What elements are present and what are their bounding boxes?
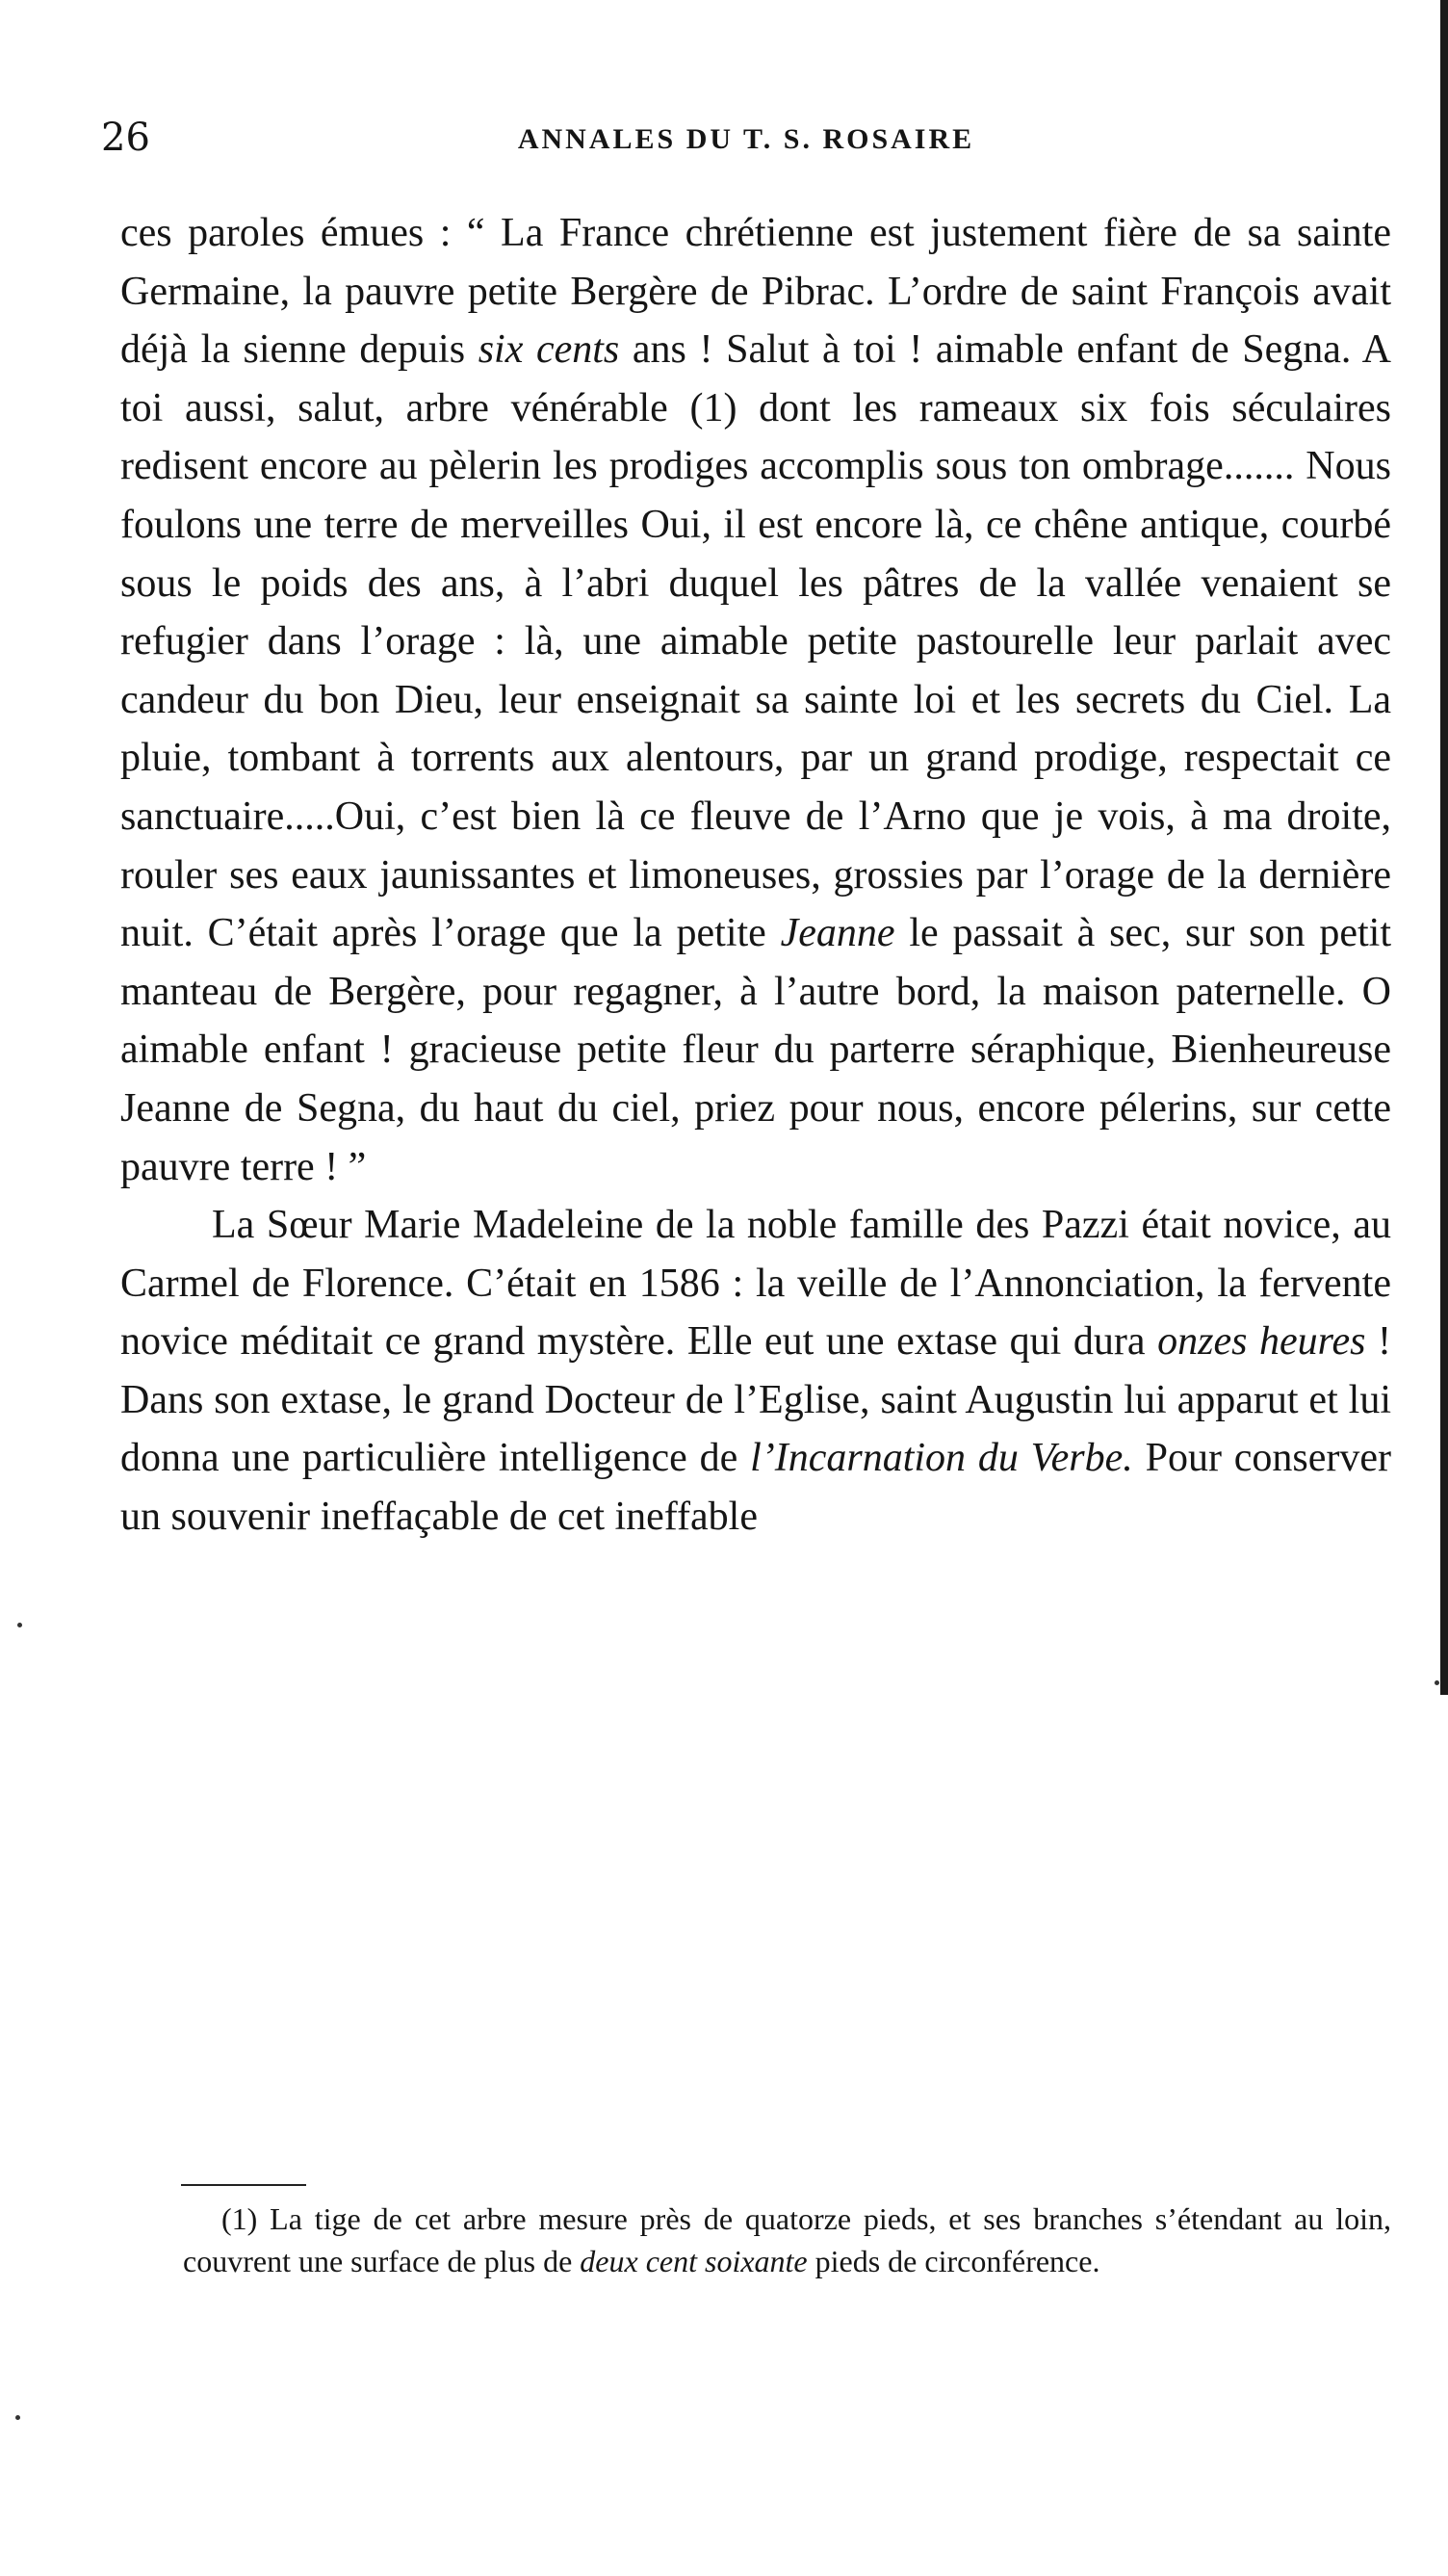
paragraph-1-text-b: ans ! Salut à toi ! aimable enfant de Segna. A toi aussi, salut, arbre vénérable (1) dont les rameaux six fois séculaires redisent encore au pèlerin les prodiges accomplis sous ton ombrage....... Nous foulons une terre de merveilles Oui, il est encore là, ce chêne antique, courbé sous le poids des ans, à l’abri duquel les pâtres de la vallée venaient se refugier dans l’orage : là, une aimable petite pastourelle leur parlait avec candeur du bon Dieu, leur enseignait sa sainte loi et les secrets du Ciel. La pluie, tombant à torrents aux alentours, par un grand prodige, respectait ce sanctuaire.....Oui, c’est bien là ce fleuve de l’Arno que je vois, à ma droite, rouler ses eaux jaunissantes et limoneuses, grossies par l’orage de la dernière nuit. C’était après l’orage que la petite <box>120 327 1391 956</box>
print-speck <box>17 1623 22 1627</box>
paragraph-1-text-c: le passait à sec, sur son petit manteau de Bergère, pour regagner, à l’autre bord, la maison paternelle. O aimable enfant ! gracieuse petite fleur du parterre séraphique, Bienheureuse Jeanne de Segna, du haut du ciel, priez pour nous, encore pélerins, sur cette pauvre terre ! ” <box>120 911 1391 1189</box>
print-speck <box>1435 1680 1439 1685</box>
paragraph-2-text-c: Pour conserver un souvenir ineffaçable de cet ineffable <box>120 1436 1392 1540</box>
footnote-italic: deux cent soixante <box>580 2244 808 2278</box>
page-header <box>101 116 1391 173</box>
page-edge-line <box>1440 0 1448 1695</box>
body-text <box>120 204 1391 1547</box>
footnote-mark: (1) <box>221 2201 258 2236</box>
paragraph-2 <box>120 1196 1391 1547</box>
page-number: 26 <box>101 116 150 160</box>
paragraph-2-italic-b: l’Incarnation du Verbe. <box>750 1436 1133 1481</box>
paragraph-2-text-a: La Sœur Marie Madeleine de la noble famille des Pazzi était novice, au Carmel de Florence. C’était en 1586 : la veille de l’Annonciation, la fervente novice méditait ce grand mystère. Elle eut une extase qui dura <box>120 1203 1391 1365</box>
paragraph-2-italic-a: onzes heures <box>1157 1319 1366 1365</box>
paragraph-1-italic-a: six cents <box>478 327 620 373</box>
print-speck <box>15 2415 20 2420</box>
paragraph-2-text-b: ! Dans son extase, le grand Docteur de l’Eglise, saint Augustin lui apparut et lui donna une particulière intelligence de <box>120 1319 1391 1481</box>
footnote <box>183 2198 1391 2282</box>
paragraph-1-italic-b: Jeanne <box>780 911 895 956</box>
running-title: ANNALES DU T. S. ROSAIRE <box>517 123 975 155</box>
paragraph-1 <box>120 204 1391 1196</box>
footnote-text-b: pieds de circonférence. <box>807 2244 1100 2278</box>
footnote-divider <box>181 2184 306 2186</box>
footnote-text-a: La tige de cet arbre mesure près de quatorze pieds, et ses branches s’étendant au loin, couvrent une surface de plus de <box>183 2201 1391 2278</box>
paragraph-1-text-a: ces paroles émues : “ La France chrétienne est justement fière de sa sainte Germaine, la pauvre petite Bergère de Pibrac. L’ordre de saint François avait déjà la sienne depuis <box>120 211 1391 373</box>
